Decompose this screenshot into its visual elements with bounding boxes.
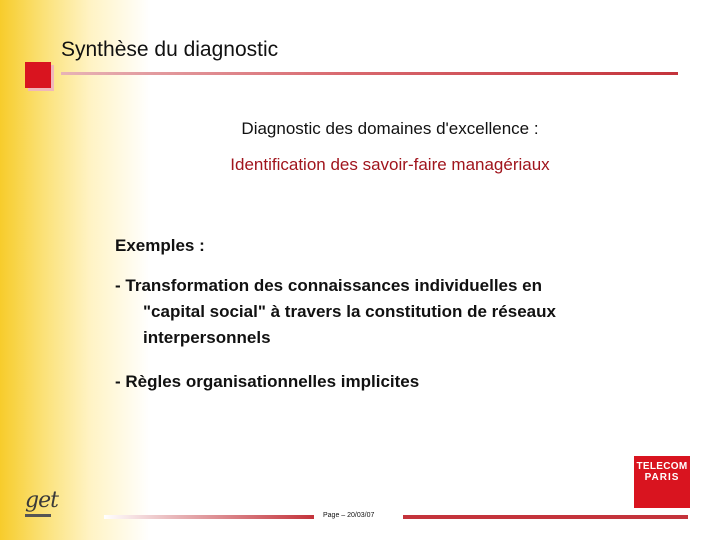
title-marker-square: [25, 62, 51, 88]
get-logo: [25, 490, 58, 519]
footer-page-date: Page – 20/03/07: [323, 512, 375, 519]
section-subheading: Identification des savoir-faire managériaux: [230, 155, 550, 174]
get-logo-bar: [25, 514, 51, 517]
bullet-item-1-line-1: - Transformation des connaissances individuelles en: [115, 276, 543, 295]
footer-divider-right: [403, 515, 688, 519]
examples-label: Exemples :: [115, 236, 205, 255]
footer-divider-left: [104, 515, 314, 519]
get-logo-word: get: [25, 488, 58, 513]
title-divider: [61, 72, 678, 75]
side-gradient-band: [0, 0, 150, 540]
telecom-paris-logo-line-1: TELECOM: [636, 461, 688, 472]
bullet-item-1: [115, 273, 675, 351]
get-logo-tagline: [25, 513, 58, 519]
bullet-item-1-line-2: "capital social" à travers la constitution de réseaux: [143, 302, 556, 321]
section-heading: Diagnostic des domaines d'excellence :: [241, 119, 539, 138]
telecom-paris-logo: [634, 456, 690, 508]
bullet-item-1-line-3: interpersonnels: [143, 328, 271, 347]
telecom-paris-logo-line-2: PARIS: [644, 472, 680, 483]
slide-title: Synthèse du diagnostic: [61, 38, 279, 61]
bullet-item-2: - Règles organisationnelles implicites: [115, 372, 420, 391]
